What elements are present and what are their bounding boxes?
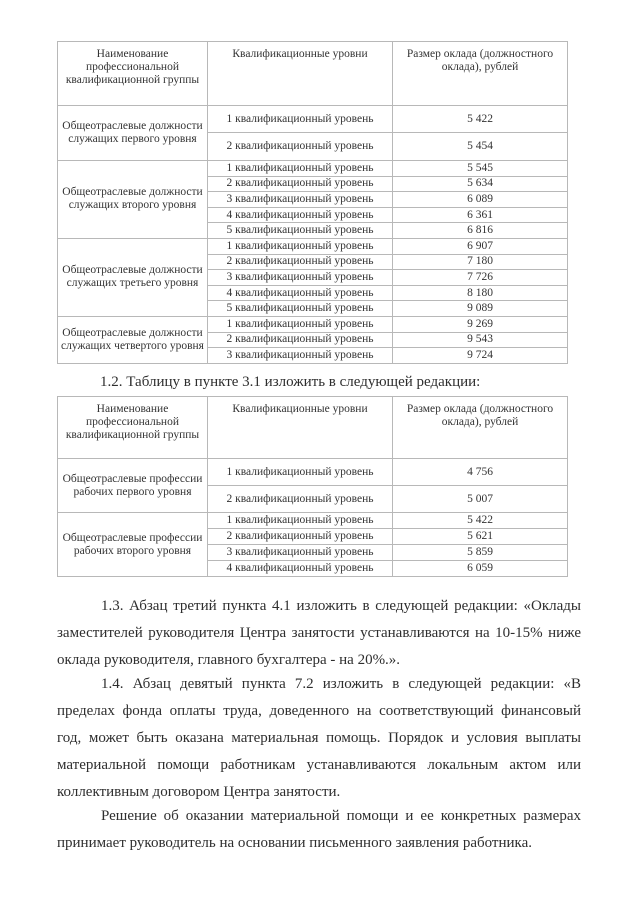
level-cell: 1 квалификационный уровень bbox=[208, 513, 393, 529]
salary-cell: 5 422 bbox=[393, 106, 568, 133]
table-row bbox=[58, 316, 568, 332]
table-row bbox=[58, 459, 568, 486]
level-cell: 1 квалификационный уровень bbox=[208, 238, 393, 254]
column-header: Квалификационные уровни bbox=[208, 42, 393, 106]
section-caption: 1.2. Таблицу в пункте 3.1 изложить в следующей редакции: bbox=[100, 374, 481, 390]
salary-cell: 5 859 bbox=[393, 545, 568, 561]
salary-table-employees bbox=[57, 41, 568, 364]
salary-cell: 9 724 bbox=[393, 348, 568, 364]
column-header: Размер оклада (должностного оклада), рублей bbox=[393, 397, 568, 459]
salary-cell: 5 007 bbox=[393, 486, 568, 513]
level-cell: 4 квалификационный уровень bbox=[208, 285, 393, 301]
level-cell: 2 квалификационный уровень bbox=[208, 176, 393, 192]
level-cell: 2 квалификационный уровень bbox=[208, 486, 393, 513]
table-row bbox=[58, 106, 568, 133]
level-cell: 2 квалификационный уровень bbox=[208, 332, 393, 348]
column-header: Размер оклада (должностного оклада), рублей bbox=[393, 42, 568, 106]
group-name-cell: Общеотраслевые должности служащих первого уровня bbox=[58, 106, 208, 161]
level-cell: 1 квалификационный уровень bbox=[208, 459, 393, 486]
column-header: Квалификационные уровни bbox=[208, 397, 393, 459]
group-name-cell: Общеотраслевые профессии рабочих первого уровня bbox=[58, 459, 208, 513]
level-cell: 2 квалификационный уровень bbox=[208, 133, 393, 161]
salary-cell: 6 059 bbox=[393, 561, 568, 577]
paragraph-decision: Решение об оказании материальной помощи и ее конкретных размерах принимает руководитель на основании письменного заявления работника. bbox=[57, 808, 581, 851]
group-name-cell: Общеотраслевые должности служащих второго уровня bbox=[58, 161, 208, 239]
salary-cell: 5 545 bbox=[393, 161, 568, 177]
level-cell: 5 квалификационный уровень bbox=[208, 301, 393, 317]
salary-cell: 9 089 bbox=[393, 301, 568, 317]
salary-cell: 5 422 bbox=[393, 513, 568, 529]
table-row bbox=[58, 161, 568, 177]
level-cell: 2 квалификационный уровень bbox=[208, 254, 393, 270]
salary-table-workers bbox=[57, 396, 568, 577]
level-cell: 1 квалификационный уровень bbox=[208, 316, 393, 332]
salary-cell: 9 269 bbox=[393, 316, 568, 332]
level-cell: 2 квалификационный уровень bbox=[208, 529, 393, 545]
salary-cell: 5 454 bbox=[393, 133, 568, 161]
column-header: Наименование профессиональной квалификационной группы bbox=[58, 42, 208, 106]
level-cell: 3 квалификационный уровень bbox=[208, 348, 393, 364]
salary-cell: 5 634 bbox=[393, 176, 568, 192]
salary-cell: 8 180 bbox=[393, 285, 568, 301]
column-header: Наименование профессиональной квалификационной группы bbox=[58, 397, 208, 459]
salary-cell: 9 543 bbox=[393, 332, 568, 348]
level-cell: 5 квалификационный уровень bbox=[208, 223, 393, 239]
salary-cell: 7 726 bbox=[393, 270, 568, 286]
level-cell: 3 квалификационный уровень bbox=[208, 270, 393, 286]
table-row bbox=[58, 238, 568, 254]
table-row bbox=[58, 513, 568, 529]
table-header-row bbox=[58, 397, 568, 459]
level-cell: 1 квалификационный уровень bbox=[208, 161, 393, 177]
level-cell: 3 квалификационный уровень bbox=[208, 545, 393, 561]
table-header-row bbox=[58, 42, 568, 106]
level-cell: 4 квалификационный уровень bbox=[208, 207, 393, 223]
level-cell: 4 квалификационный уровень bbox=[208, 561, 393, 577]
group-name-cell: Общеотраслевые должности служащих третьего уровня bbox=[58, 238, 208, 316]
salary-cell: 6 089 bbox=[393, 192, 568, 208]
paragraph-1-3: 1.3. Абзац третий пункта 4.1 изложить в следующей редакции: «Оклады заместителей руководителя Центра занятости устанавливаются на 10-15% ниже оклада руководителя, главного бухгалтера - на 20%.». bbox=[57, 598, 581, 668]
salary-cell: 6 907 bbox=[393, 238, 568, 254]
level-cell: 3 квалификационный уровень bbox=[208, 192, 393, 208]
group-name-cell: Общеотраслевые профессии рабочих второго уровня bbox=[58, 513, 208, 577]
salary-cell: 6 361 bbox=[393, 207, 568, 223]
paragraph-1-4: 1.4. Абзац девятый пункта 7.2 изложить в следующей редакции: «В пределах фонда оплаты труда, доведенного на соответствующий финансовый год, может быть оказана материальная помощь. Порядок и условия выплаты материальной помощи работникам устанавливаются локальным актом или коллективным договором Центра занятости. bbox=[57, 676, 581, 800]
level-cell: 1 квалификационный уровень bbox=[208, 106, 393, 133]
salary-cell: 4 756 bbox=[393, 459, 568, 486]
salary-cell: 7 180 bbox=[393, 254, 568, 270]
salary-cell: 6 816 bbox=[393, 223, 568, 239]
salary-cell: 5 621 bbox=[393, 529, 568, 545]
group-name-cell: Общеотраслевые должности служащих четвертого уровня bbox=[58, 316, 208, 363]
